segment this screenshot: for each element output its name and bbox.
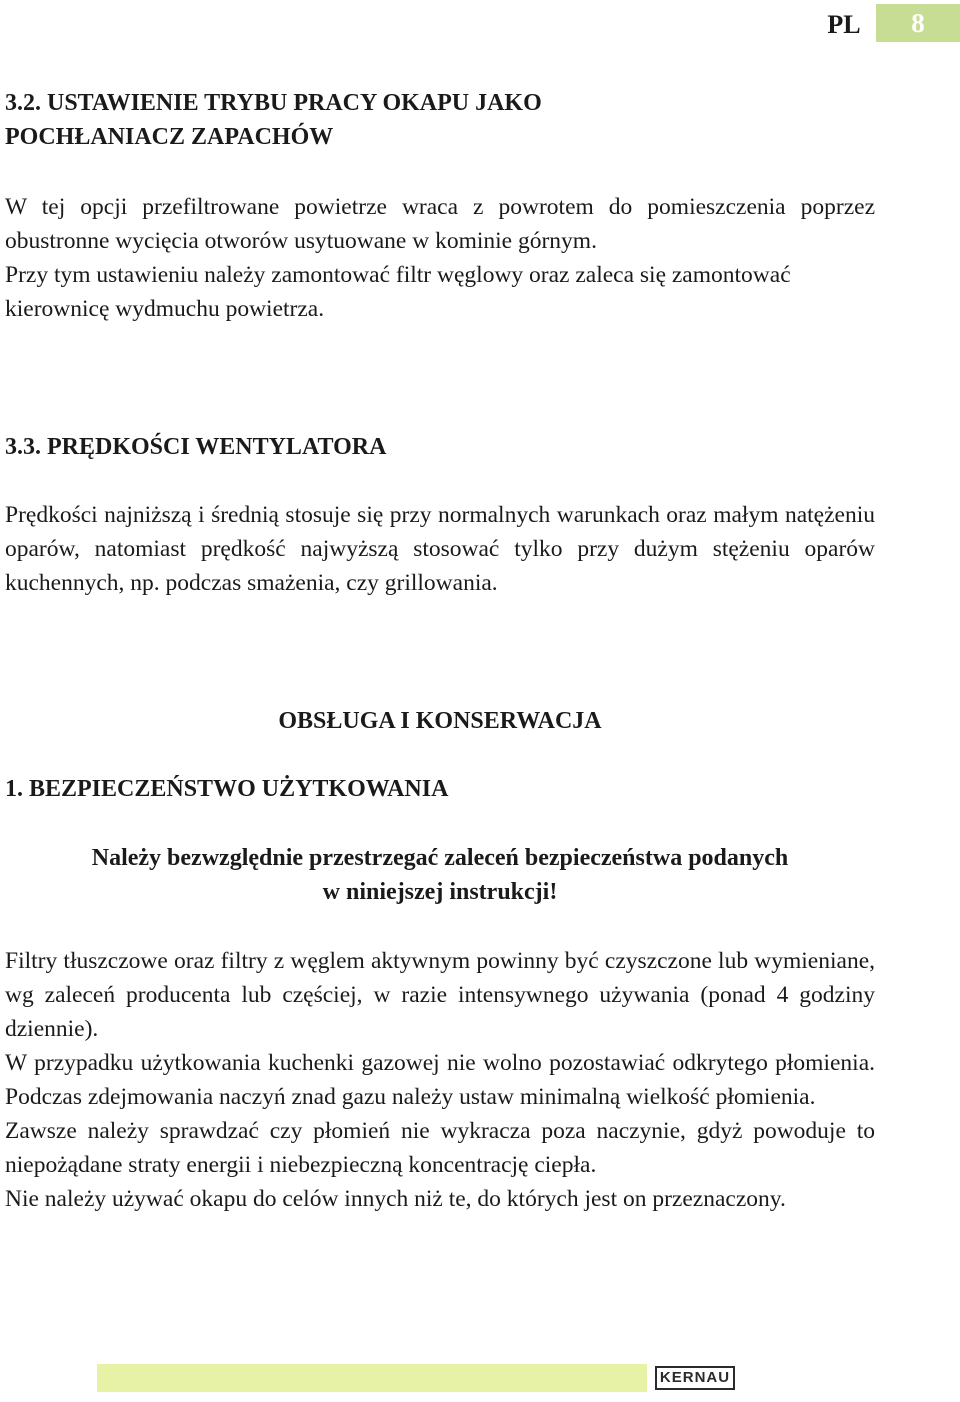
section-3-2-body [5,190,875,326]
maintenance-body [5,944,875,1216]
safety-warning-line1: Należy bezwzględnie przestrzegać zaleceń bezpieczeństwa podanych [91,845,789,871]
maintenance-title: OBSŁUGA I KONSERWACJA [278,708,602,734]
safety-warning-line2: w niniejszej instrukcji! [322,879,558,905]
section-3-3-title: 3.3. PRĘDKOŚCI WENTYLATORA [5,434,387,460]
section-3-2-paragraph-2: Przy tym ustawieniu należy zamontować filtr węglowy oraz zaleca się zamontować kierownicę wydmuchu powietrza. [5,262,791,322]
language-label: PL [827,10,861,39]
section-3-3-paragraph: Prędkości najniższą i średnią stosuje się przy normalnych warunkach oraz małym natężeniu oparów, natomiast prędkość najwyższą stosować tylko przy dużym stężeniu oparów kuchennych, np. podczas smażenia, czy grillowania. [5,502,875,596]
section-3-2-paragraph-1: W tej opcji przefiltrowane powietrze wraca z powrotem do pomieszczenia poprzez obustronne wycięcia otworów usytuowane w kominie górnym. [5,194,875,254]
gas-stove-paragraph: W przypadku użytkowania kuchenki gazowej nie wolno pozostawiać odkrytego płomienia. Podczas zdejmowania naczyń znad gazu należy ustaw minimalną wielkość płomienia. [5,1050,875,1110]
section-3-2-title-line2: POCHŁANIACZ ZAPACHÓW [5,124,334,150]
filters-paragraph: Filtry tłuszczowe oraz filtry z węglem aktywnym powinny być czyszczone lub wymieniane, wg zaleceń producenta lub częściej, w razie intensywnego używania (ponad 4 godziny dziennie). [5,948,875,1042]
usage-paragraph: Nie należy używać okapu do celów innych niż te, do których jest on przeznaczony. [5,1186,786,1212]
safety-warning [5,841,875,909]
flame-paragraph: Zawsze należy sprawdzać czy płomień nie wykracza poza naczynie, gdyż powoduje to niepożądane straty energii i niebezpieczną koncentrację ciepła. [5,1118,875,1178]
kernau-logo: KERNAU [655,1366,735,1390]
safety-section-title: 1. BEZPIECZEŃSTWO UŻYTKOWANIA [5,776,449,802]
section-3-2-title [5,86,875,154]
page-number-badge: 8 [876,4,960,42]
section-3-2-title-line1: 3.2. USTAWIENIE TRYBU PRACY OKAPU JAKO [5,90,542,116]
footer-bar [97,1364,647,1392]
